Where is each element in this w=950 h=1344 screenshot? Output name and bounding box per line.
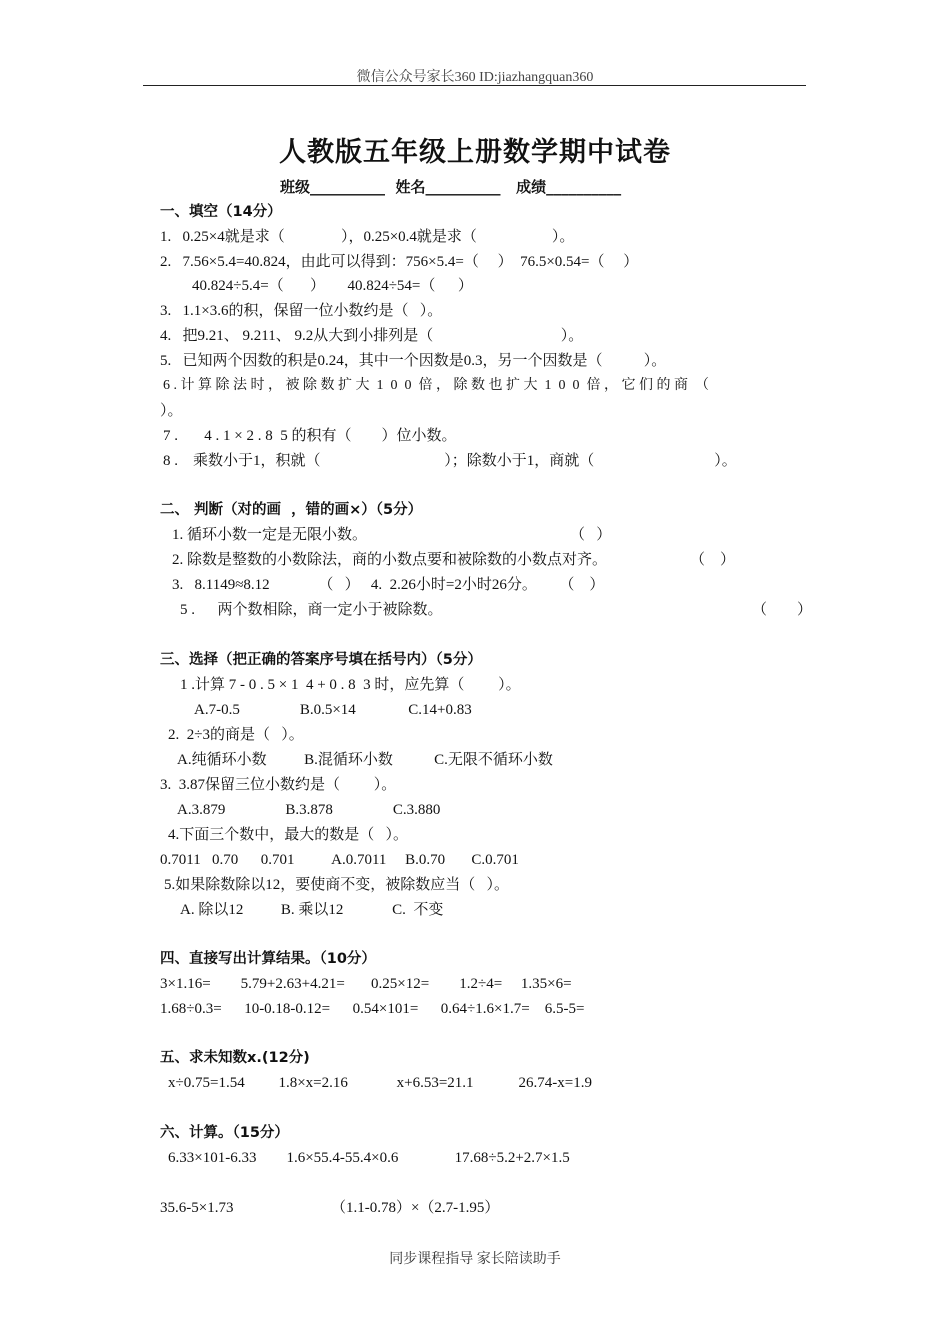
s4-row-2: 1.68÷0.3= 10-0.18-0.12= 0.54×101= 0.64÷1.6×1.7= 6.5-5= — [160, 1001, 585, 1017]
s3-question-3: 3. 3.87保留三位小数约是（ ）。 — [160, 777, 397, 793]
s1-question-1: 1. 0.25×4就是求（ ），0.25×0.4就是求（ ）。 — [160, 229, 575, 245]
section-3-heading: 三、选择（把正确的答案序号填在括号内）（5分） — [160, 652, 482, 668]
section-1-heading: 一、填空（14分） — [160, 204, 282, 220]
s3-question-4: 4.下面三个数中，最大的数是（ ）。 — [168, 827, 409, 843]
s3-question-1-options: A.7-0.5 B.0.5×14 C.14+0.83 — [194, 702, 472, 718]
exam-title: 人教版五年级上册数学期中试卷 — [279, 137, 671, 168]
page-header: 微信公众号家长360 ID:jiazhangquan360 — [356, 70, 594, 85]
s6-row-2: 35.6-5×1.73 （1.1-0.78）×（2.7-1.95） — [160, 1200, 500, 1216]
student-info-line: 班级__________ 姓名__________ 成绩__________ — [280, 178, 622, 196]
s2-question-1-paren: （ ） — [570, 527, 612, 543]
s2-question-1: 1. 循环小数一定是无限小数。 — [172, 527, 368, 543]
section-4-heading: 四、直接写出计算结果。（10分） — [160, 951, 376, 967]
s2-question-2-paren: （ ） — [690, 552, 736, 568]
section-5-heading: 五、求未知数x.(12分) — [160, 1050, 310, 1066]
page-footer: 同步课程指导 家长陪读助手 — [389, 1252, 561, 1267]
s1-question-2: 2. 7.56×5.4=40.824，由此可以得到：756×5.4=（ ） 76.5×0.54=（ ） — [160, 254, 639, 270]
s1-question-6: 6 . 计 算 除 法 时 ， 被 除 数 扩 大 1 0 0 倍 ， 除 数 也 扩 大 1 0 0 倍 ， 它 们 的 商 （ — [163, 378, 709, 393]
s4-row-1: 3×1.16= 5.79+2.63+4.21= 0.25×12= 1.2÷4= 1.35×6= — [160, 976, 572, 992]
section-6-heading: 六、计算。（15分） — [160, 1125, 289, 1141]
s3-question-2: 2. 2÷3的商是（ ）。 — [168, 727, 304, 743]
s1-question-3: 3. 1.1×3.6的积，保留一位小数约是（ ）。 — [160, 303, 443, 319]
s6-row-1: 6.33×101-6.33 1.6×55.4-55.4×0.6 17.68÷5.2+2.7×1.5 — [168, 1150, 570, 1166]
s3-question-5: 5.如果除数除以12，要使商不变，被除数应当（ ）。 — [164, 877, 510, 893]
s3-question-1: 1 .计算 7 - 0 . 5 × 1 4 + 0 . 8 3 时，应先算（ ）。 — [180, 677, 521, 693]
s3-question-2-options: A.纯循环小数 B.混循环小数 C.无限不循环小数 — [177, 752, 553, 768]
s3-question-5-options: A. 除以12 B. 乘以12 C. 不变 — [180, 902, 444, 918]
section-2-heading: 二、 判断（对的画 ，错的画×）（5分） — [160, 502, 423, 518]
s2-question-5: 5 . 两个数相除，商一定小于被除数。 — [180, 602, 443, 618]
s2-question-5-paren: （ ） — [752, 602, 813, 618]
s1-question-7: 7 . 4 . 1 × 2 . 8 5 的积有（ ）位小数。 — [163, 428, 457, 444]
s1-question-4: 4. 把9.21、 9.211、 9.2从大到小排列是（ ）。 — [160, 328, 584, 344]
header-divider — [143, 85, 806, 86]
s5-row-1: x÷0.75=1.54 1.8×x=2.16 x+6.53=21.1 26.74-x=1.9 — [168, 1075, 592, 1091]
s1-question-8: 8 . 乘数小于1，积就（ ）；除数小于1，商就（ ）。 — [163, 453, 737, 469]
s1-question-6-cont: ）。 — [160, 403, 183, 419]
s2-question-3-4: 3. 8.1149≈8.12 （ ） 4. 2.26小时=2小时26分。 （ ） — [172, 577, 605, 593]
s2-question-2: 2. 除数是整数的小数除法，商的小数点要和被除数的小数点对齐。 — [172, 552, 608, 568]
s1-question-2-cont: 40.824÷5.4=（ ） 40.824÷54=（ ） — [192, 278, 473, 294]
s1-question-5: 5. 已知两个因数的积是0.24，其中一个因数是0.3，另一个因数是（ ）。 — [160, 353, 667, 369]
s3-question-4-options: 0.7011 0.70 0.701 A.0.7011 B.0.70 C.0.701 — [160, 852, 519, 868]
s3-question-3-options: A.3.879 B.3.878 C.3.880 — [177, 802, 441, 818]
